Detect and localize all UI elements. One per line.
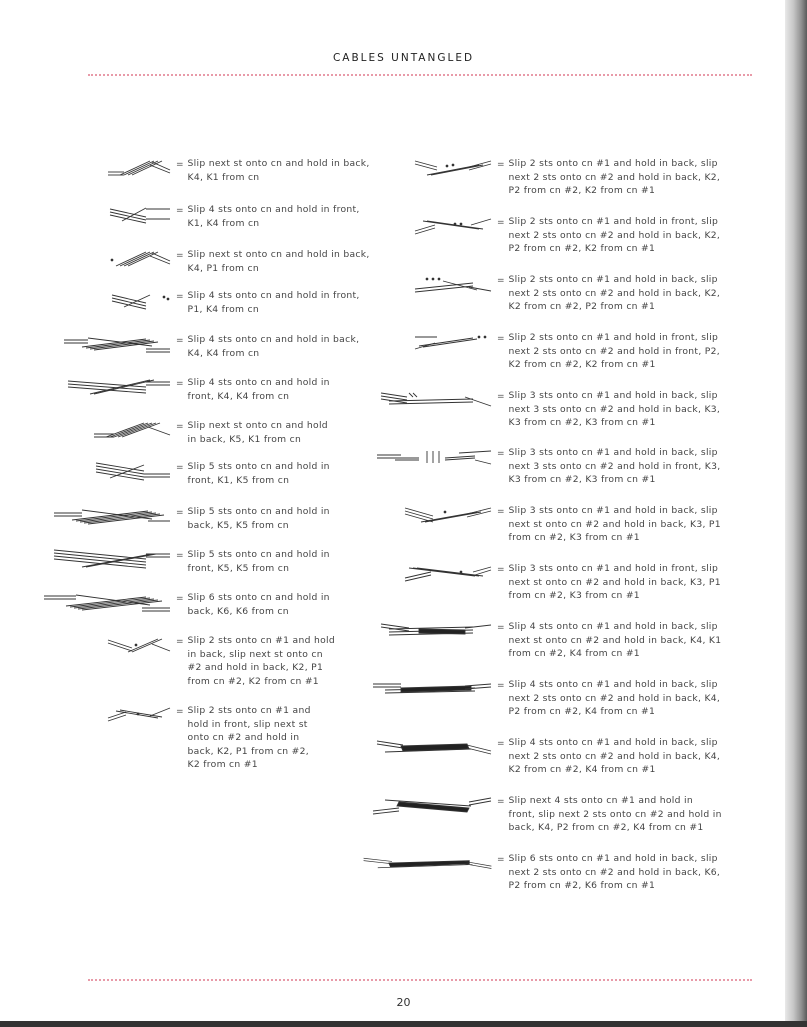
key-description: Slip 5 sts onto cn and hold in back, K5, K5 from cn bbox=[187, 506, 330, 531]
cable-symbol-icon bbox=[362, 562, 493, 584]
top-divider bbox=[88, 74, 752, 76]
key-description: Slip 3 sts onto cn #1 and hold in back, slip next st onto cn #2 and hold in back, K3, P1 from cn #2, K3 from cn #1 bbox=[508, 505, 721, 543]
key-description: Slip 2 sts onto cn #1 and hold in back, slip next st onto cn #2 and hold in back, K2, P1 from cn #2, K2 from cn #1 bbox=[187, 635, 335, 687]
key-entry bbox=[362, 215, 749, 256]
key-description: Slip 4 sts onto cn and hold in front, P1, K4 from cn bbox=[187, 290, 360, 315]
key-description: Slip 6 sts onto cn and hold in back, K6, K6 from cn bbox=[187, 592, 330, 617]
equals-sign: = bbox=[497, 623, 505, 633]
page-bottom-edge bbox=[0, 1021, 807, 1027]
cable-symbol-icon bbox=[362, 157, 493, 179]
cable-symbol-icon bbox=[40, 376, 172, 398]
cable-symbol-icon bbox=[362, 389, 493, 411]
key-description: Slip 3 sts onto cn #1 and hold in front, slip next st onto cn #2 and hold in back, K3, P1 from cn #2, K3 from cn #1 bbox=[508, 563, 721, 601]
cable-symbol-icon bbox=[362, 794, 493, 816]
key-description: Slip 6 sts onto cn #1 and hold in back, slip next 2 sts onto cn #2 and hold in back, K6, P2 from cn #2, K6 from cn #1 bbox=[508, 853, 721, 891]
key-description: Slip 4 sts onto cn #1 and hold in back, slip next 2 sts onto cn #2 and hold in back, K4, K2 from cn #2, K4 from cn #1 bbox=[508, 737, 721, 775]
cable-symbol-icon bbox=[40, 634, 172, 656]
equals-sign: = bbox=[176, 422, 184, 432]
key-entry bbox=[362, 620, 749, 661]
cable-symbol-icon bbox=[40, 157, 172, 179]
equals-sign: = bbox=[176, 160, 184, 170]
cable-symbol-icon bbox=[40, 419, 172, 441]
cable-symbol-icon bbox=[362, 620, 493, 642]
equals-sign: = bbox=[497, 797, 505, 807]
key-description: Slip 4 sts onto cn #1 and hold in back, slip next 2 sts onto cn #2 and hold in back, K4, P2 from cn #2, K4 from cn #1 bbox=[508, 679, 721, 717]
bottom-divider bbox=[88, 979, 752, 981]
cable-symbol-icon bbox=[362, 678, 493, 700]
key-entry bbox=[40, 505, 373, 532]
equals-sign: = bbox=[176, 637, 184, 647]
key-entry bbox=[40, 704, 373, 772]
equals-sign: = bbox=[497, 565, 505, 575]
key-description: Slip 3 sts onto cn #1 and hold in back, slip next 3 sts onto cn #2 and hold in back, K3, K3 from cn #2, K3 from cn #1 bbox=[508, 390, 721, 428]
equals-sign: = bbox=[497, 449, 505, 459]
key-description: Slip 3 sts onto cn #1 and hold in back, slip next 3 sts onto cn #2 and hold in front, K3, K3 from cn #2, K3 from cn #1 bbox=[508, 447, 721, 485]
key-description: Slip 2 sts onto cn #1 and hold in back, slip next 2 sts onto cn #2 and hold in back, K2, K2 from cn #2, P2 from cn #1 bbox=[508, 274, 721, 312]
key-entry bbox=[362, 852, 749, 893]
cable-symbol-icon bbox=[40, 289, 172, 311]
cable-symbol-icon bbox=[362, 852, 493, 874]
cable-symbol-icon bbox=[362, 504, 493, 526]
key-entry bbox=[40, 333, 373, 360]
key-description: Slip 2 sts onto cn #1 and hold in front, slip next 2 sts onto cn #2 and hold in back, K2, P2 from cn #2, K2 from cn #1 bbox=[508, 216, 721, 254]
equals-sign: = bbox=[497, 739, 505, 749]
key-description: Slip 5 sts onto cn and hold in front, K1, K5 from cn bbox=[187, 461, 330, 486]
key-description: Slip 4 sts onto cn and hold in back, K4, K4 from cn bbox=[187, 334, 360, 359]
cable-symbol-icon bbox=[40, 460, 172, 482]
cable-symbol-icon bbox=[40, 505, 172, 527]
cable-symbol-icon bbox=[362, 736, 493, 758]
key-entry bbox=[362, 562, 749, 603]
key-entry bbox=[40, 248, 373, 275]
equals-sign: = bbox=[176, 379, 184, 389]
page-edge bbox=[785, 0, 807, 1027]
key-entry bbox=[362, 331, 749, 372]
cable-symbol-icon bbox=[362, 446, 493, 468]
key-entry bbox=[362, 157, 749, 198]
key-entry bbox=[40, 548, 373, 575]
key-entry bbox=[40, 419, 373, 446]
key-description: Slip 2 sts onto cn #1 and hold in front, slip next 2 sts onto cn #2 and hold in front, P2, K2 from cn #2, K2 from cn #1 bbox=[508, 332, 720, 370]
cable-symbol-icon bbox=[362, 273, 493, 295]
equals-sign: = bbox=[176, 292, 184, 302]
key-description: Slip next st onto cn and hold in back, K5, K1 from cn bbox=[187, 420, 328, 445]
cable-symbol-icon bbox=[40, 203, 172, 225]
key-entry bbox=[362, 794, 749, 835]
key-description: Slip next st onto cn and hold in back, K4, P1 from cn bbox=[187, 249, 370, 274]
key-entry bbox=[40, 591, 373, 618]
equals-sign: = bbox=[497, 681, 505, 691]
cable-symbol-icon bbox=[362, 331, 493, 353]
key-description: Slip 4 sts onto cn #1 and hold in back, slip next st onto cn #2 and hold in back, K4, K1 from cn #2, K4 from cn #1 bbox=[508, 621, 722, 659]
key-entry bbox=[362, 446, 749, 487]
page-number: 20 bbox=[396, 996, 411, 1009]
equals-sign: = bbox=[176, 508, 184, 518]
cable-symbol-icon bbox=[40, 333, 172, 355]
key-entry bbox=[40, 289, 373, 316]
equals-sign: = bbox=[497, 334, 505, 344]
equals-sign: = bbox=[176, 551, 184, 561]
key-entry bbox=[40, 157, 373, 184]
cable-symbol-icon bbox=[40, 591, 172, 613]
key-entry bbox=[362, 273, 749, 314]
equals-sign: = bbox=[497, 855, 505, 865]
key-entry bbox=[362, 389, 749, 430]
key-entry bbox=[40, 376, 373, 403]
equals-sign: = bbox=[176, 707, 184, 717]
equals-sign: = bbox=[497, 160, 505, 170]
equals-sign: = bbox=[176, 206, 184, 216]
equals-sign: = bbox=[176, 463, 184, 473]
equals-sign: = bbox=[176, 336, 184, 346]
key-entry bbox=[362, 736, 749, 777]
key-entry bbox=[40, 203, 373, 230]
equals-sign: = bbox=[497, 507, 505, 517]
key-entry bbox=[362, 678, 749, 719]
key-description: Slip next 4 sts onto cn #1 and hold in front, slip next 2 sts onto cn #2 and hold in back, K4, P2 from cn #2, K4 from cn #1 bbox=[508, 795, 722, 833]
key-description: Slip 2 sts onto cn #1 and hold in front, slip next st onto cn #2 and hold in back, K2, P1 from cn #2, K2 from cn #1 bbox=[187, 705, 311, 770]
key-description: Slip 5 sts onto cn and hold in front, K5, K5 from cn bbox=[187, 549, 330, 574]
key-entry bbox=[40, 634, 373, 688]
key-description: Slip 4 sts onto cn and hold in front, K1, K4 from cn bbox=[187, 204, 360, 229]
key-description: Slip next st onto cn and hold in back, K4, K1 from cn bbox=[187, 158, 370, 183]
equals-sign: = bbox=[497, 218, 505, 228]
running-header: CABLES UNTANGLED bbox=[332, 52, 475, 64]
key-entry bbox=[40, 460, 373, 487]
cable-symbol-icon bbox=[40, 248, 172, 270]
equals-sign: = bbox=[497, 392, 505, 402]
equals-sign: = bbox=[497, 276, 505, 286]
key-description: Slip 4 sts onto cn and hold in front, K4, K4 from cn bbox=[187, 377, 330, 402]
cable-symbol-icon bbox=[40, 704, 172, 726]
key-entry bbox=[362, 504, 749, 545]
cable-symbol-icon bbox=[362, 215, 493, 237]
key-description: Slip 2 sts onto cn #1 and hold in back, slip next 2 sts onto cn #2 and hold in back, K2, P2 from cn #2, K2 from cn #1 bbox=[508, 158, 721, 196]
cable-symbol-icon bbox=[40, 548, 172, 570]
equals-sign: = bbox=[176, 251, 184, 261]
equals-sign: = bbox=[176, 594, 184, 604]
